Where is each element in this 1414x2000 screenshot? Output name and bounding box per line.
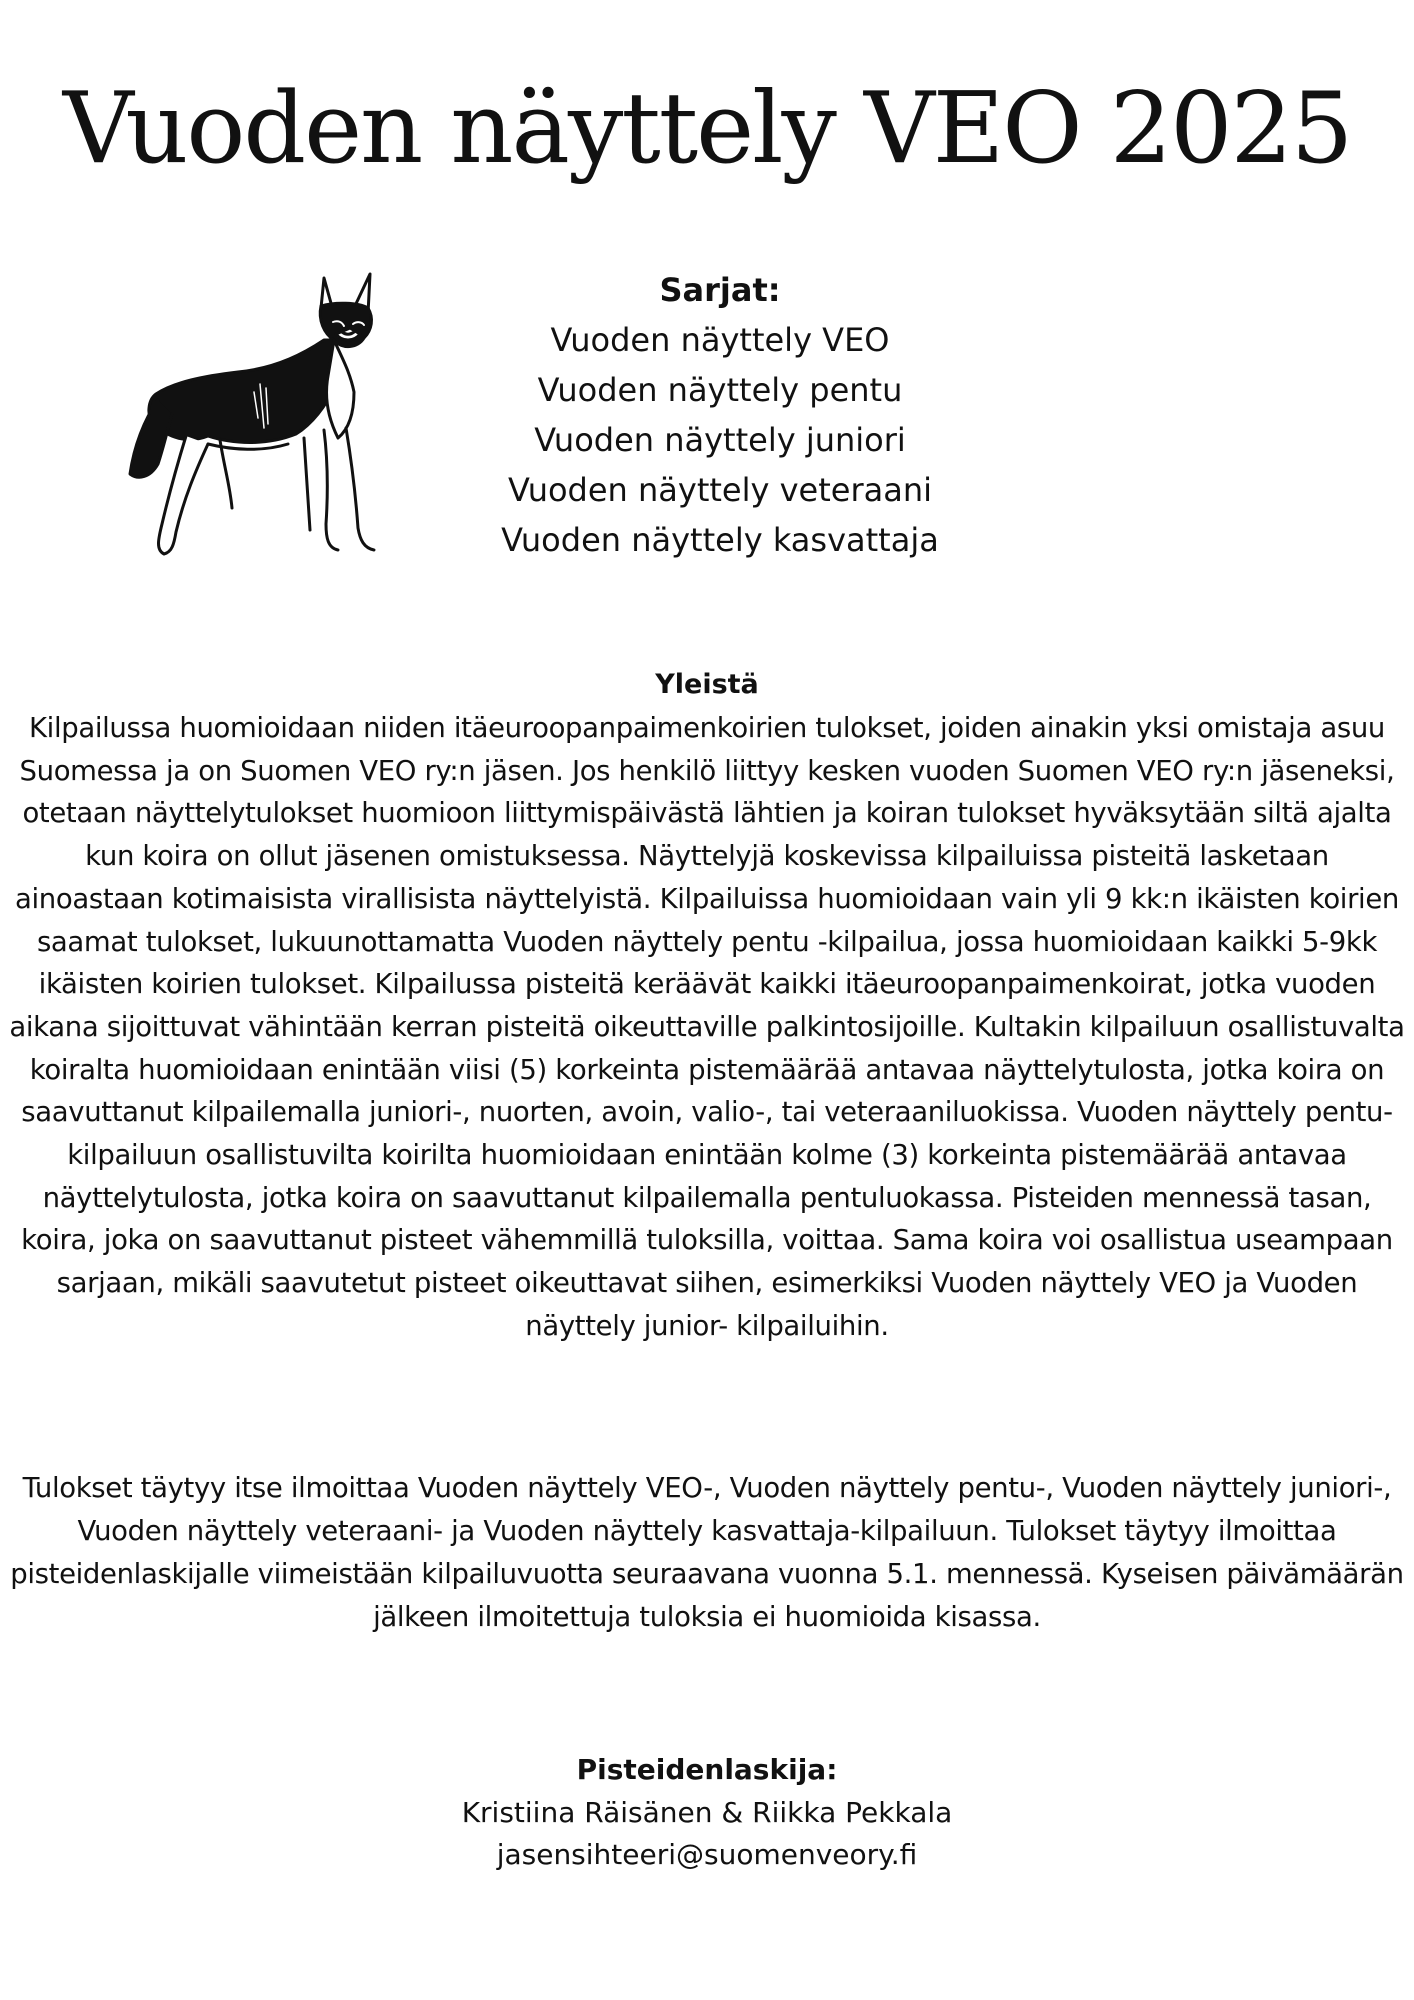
page-title: Vuoden näyttely VEO 2025 (62, 72, 1352, 186)
series-heading: Sarjat: (659, 271, 781, 309)
series-list (440, 315, 1000, 565)
list-item: Vuoden näyttely VEO (550, 321, 890, 359)
notice-section (0, 1467, 1414, 1639)
general-paragraph: Kilpailussa huomioidaan niiden itäeuroopanpaimenkoirien tulokset, joiden ainakin yksi omistaja asuu Suomessa ja on Suomen VEO ry:n jäsen. Jos henkilö liittyy kesken vuoden Suomen VEO ry:n jäseneksi, otetaan näyttelytulokset huomioon liittymispäivästä lähtien ja koiran tulokset hyväksytään siltä ajalta kun koira on ollut jäsenen omistuksessa. Näyttelyjä koskevissa kilpailuissa pisteitä lasketaan ainoastaan kotimaisista virallisista näyttelyistä. Kilpailuissa huomioidaan vain yli 9 kk:n ikäisten koirien saamat tulokset, lukuunottamatta Vuoden näyttely pentu -kilpailua, jossa huomioidaan kaikki 5-9kk ikäisten koirien tulokset. Kilpailussa pisteitä keräävät kaikki itäeuroopanpaimenkoirat, jotka vuoden aikana sijoittuvat vähintään kerran pisteitä oikeuttaville palkintosijoille. Kultakin kilpailuun osallistuvalta koiralta huomioidaan enintään viisi (5) korkeinta pistemäärää antavaa näyttelytulosta, jotka koira on saavuttanut kilpailemalla juniori-, nuorten, avoin, valio-, tai veteraaniluokissa. Vuoden näyttely pentu- kilpailuun osallistuvilta koirilta huomioidaan enintään kolme (3) korkeinta pistemäärää antavaa näyttelytulosta, jotka koira on saavuttanut kilpailemalla pentuluokassa. Pisteiden mennessä tasan, koira, joka on saavuttanut pisteet vähemmillä tuloksilla, voittaa. Sama koira voi osallistua useampaan sarjaan, mikäli saavutetut pisteet oikeuttavat siihen, esimerkiksi Vuoden näyttely VEO ja Vuoden näyttely junior- kilpailuihin. (9, 712, 1405, 1342)
series-section (440, 265, 1000, 565)
general-heading: Yleistä (655, 669, 759, 700)
list-item: Vuoden näyttely juniori (534, 421, 906, 459)
general-section (0, 663, 1414, 1348)
list-item: Vuoden näyttely kasvattaja (501, 521, 939, 559)
contact-heading: Pisteidenlaskija: (576, 1753, 838, 1786)
contact-email[interactable]: jasensihteeri@suomenveory.fi (496, 1838, 918, 1871)
contact-section (0, 1748, 1414, 1876)
german-shepherd-dog-icon (128, 268, 398, 568)
list-item: Vuoden näyttely pentu (537, 371, 903, 409)
contact-names: Kristiina Räisänen & Riikka Pekkala (461, 1796, 953, 1829)
notice-paragraph: Tulokset täytyy itse ilmoittaa Vuoden näyttely VEO-, Vuoden näyttely pentu-, Vuoden näyttely juniori-, Vuoden näyttely veteraani- ja Vuoden näyttely kasvattaja-kilpailuun. Tulokset täytyy ilmoittaa pisteidenlaskijalle viimeistään kilpailuvuotta seuraavana vuonna 5.1. mennessä. Kyseisen päivämäärän jälkeen ilmoitettuja tuloksia ei huomioida kisassa. (10, 1472, 1404, 1633)
list-item: Vuoden näyttely veteraani (507, 471, 933, 509)
